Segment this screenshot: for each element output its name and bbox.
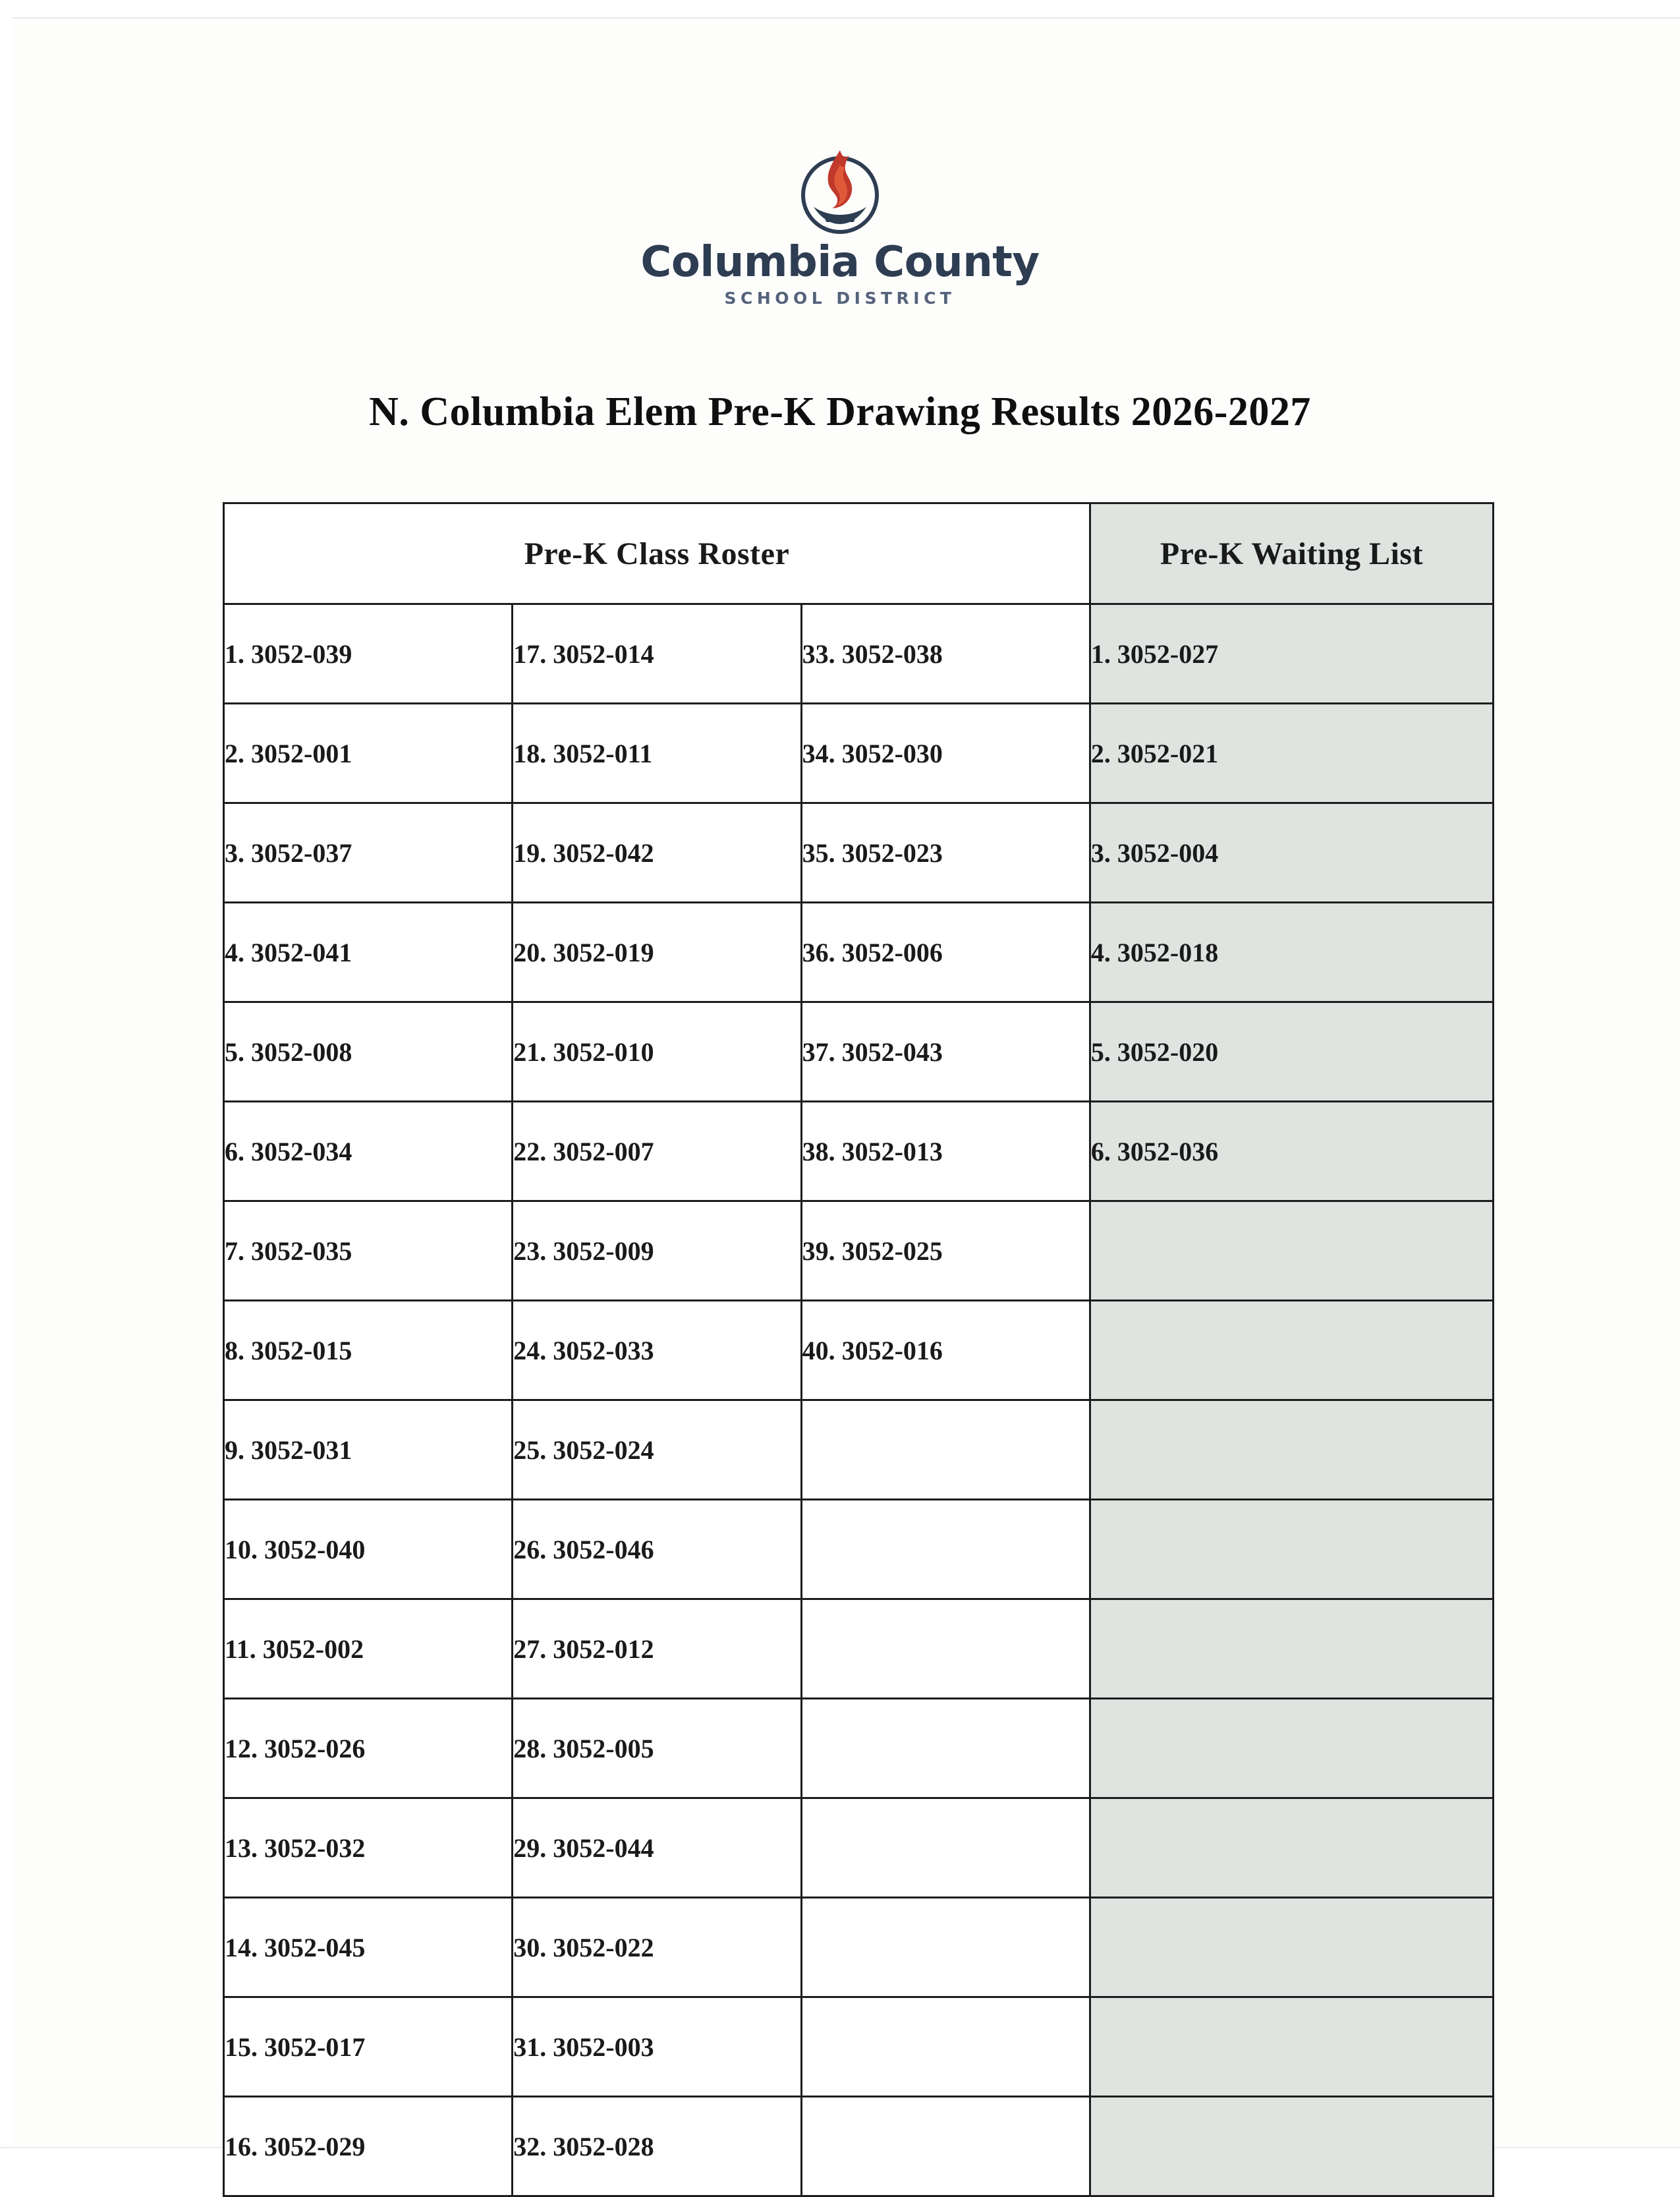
table-row <box>224 1301 1494 1400</box>
waiting-entry: 6. 3052-036 <box>1090 1102 1493 1201</box>
roster-entry: 18. 3052-011 <box>513 704 801 803</box>
scan-edge-top <box>0 0 1680 18</box>
roster-entry: 9. 3052-031 <box>224 1400 513 1500</box>
roster-entry: 15. 3052-017 <box>224 1997 513 2097</box>
roster-entry: 6. 3052-034 <box>224 1102 513 1201</box>
roster-entry: 36. 3052-006 <box>801 903 1090 1002</box>
roster-entry: 21. 3052-010 <box>513 1002 801 1102</box>
roster-entry: 40. 3052-016 <box>801 1301 1090 1400</box>
roster-entry: 20. 3052-019 <box>513 903 801 1002</box>
header-waiting-list: Pre-K Waiting List <box>1090 503 1493 604</box>
waiting-entry: 2. 3052-021 <box>1090 704 1493 803</box>
roster-entry: 34. 3052-030 <box>801 704 1090 803</box>
roster-entry-empty <box>801 1898 1090 1997</box>
page-title: N. Columbia Elem Pre-K Drawing Results 2026-2027 <box>369 389 1311 434</box>
waiting-entry-empty <box>1090 1301 1493 1400</box>
roster-entry: 35. 3052-023 <box>801 803 1090 903</box>
roster-entry: 25. 3052-024 <box>513 1400 801 1500</box>
waiting-entry-empty <box>1090 1500 1493 1599</box>
roster-entry: 31. 3052-003 <box>513 1997 801 2097</box>
roster-entry: 4. 3052-041 <box>224 903 513 1002</box>
roster-entry: 19. 3052-042 <box>513 803 801 903</box>
roster-entry: 32. 3052-028 <box>513 2097 801 2196</box>
roster-entry: 5. 3052-008 <box>224 1002 513 1102</box>
table-row <box>224 1102 1494 1201</box>
roster-entry: 27. 3052-012 <box>513 1599 801 1699</box>
table-row <box>224 1201 1494 1301</box>
roster-entry-empty <box>801 1599 1090 1699</box>
waiting-entry-empty <box>1090 1599 1493 1699</box>
waiting-entry-empty <box>1090 1400 1493 1500</box>
table-row <box>224 1699 1494 1798</box>
roster-entry-empty <box>801 1699 1090 1798</box>
table-row <box>224 1599 1494 1699</box>
roster-entry: 14. 3052-045 <box>224 1898 513 1997</box>
roster-entry: 23. 3052-009 <box>513 1201 801 1301</box>
roster-entry-empty <box>801 2097 1090 2196</box>
table-row <box>224 1997 1494 2097</box>
results-table-container <box>223 502 1494 2197</box>
drawing-results-table <box>223 502 1494 2197</box>
waiting-entry-empty <box>1090 2097 1493 2196</box>
table-row <box>224 604 1494 704</box>
roster-entry: 12. 3052-026 <box>224 1699 513 1798</box>
roster-entry: 33. 3052-038 <box>801 604 1090 704</box>
waiting-entry-empty <box>1090 1201 1493 1301</box>
roster-entry-empty <box>801 1500 1090 1599</box>
table-row <box>224 1002 1494 1102</box>
roster-entry: 26. 3052-046 <box>513 1500 801 1599</box>
waiting-entry-empty <box>1090 1997 1493 2097</box>
roster-entry: 16. 3052-029 <box>224 2097 513 2196</box>
roster-entry: 30. 3052-022 <box>513 1898 801 1997</box>
waiting-entry-empty <box>1090 1699 1493 1798</box>
table-row <box>224 704 1494 803</box>
roster-entry: 11. 3052-002 <box>224 1599 513 1699</box>
roster-entry: 13. 3052-032 <box>224 1798 513 1898</box>
roster-entry: 38. 3052-013 <box>801 1102 1090 1201</box>
flame-in-circle-logo-icon <box>797 138 883 237</box>
district-logo-block <box>0 138 1680 308</box>
table-row <box>224 803 1494 903</box>
roster-entry: 10. 3052-040 <box>224 1500 513 1599</box>
roster-entry: 37. 3052-043 <box>801 1002 1090 1102</box>
waiting-entry: 1. 3052-027 <box>1090 604 1493 704</box>
roster-entry-empty <box>801 1400 1090 1500</box>
waiting-entry: 5. 3052-020 <box>1090 1002 1493 1102</box>
table-row <box>224 1500 1494 1599</box>
header-class-roster: Pre-K Class Roster <box>224 503 1090 604</box>
roster-entry: 22. 3052-007 <box>513 1102 801 1201</box>
roster-entry: 2. 3052-001 <box>224 704 513 803</box>
waiting-entry: 4. 3052-018 <box>1090 903 1493 1002</box>
waiting-entry-empty <box>1090 1898 1493 1997</box>
roster-entry: 8. 3052-015 <box>224 1301 513 1400</box>
roster-entry: 29. 3052-044 <box>513 1798 801 1898</box>
table-row <box>224 1400 1494 1500</box>
district-subtitle: SCHOOL DISTRICT <box>724 289 956 308</box>
district-name: Columbia County <box>640 238 1040 287</box>
roster-entry: 24. 3052-033 <box>513 1301 801 1400</box>
table-row <box>224 1898 1494 1997</box>
roster-entry: 28. 3052-005 <box>513 1699 801 1798</box>
waiting-entry: 3. 3052-004 <box>1090 803 1493 903</box>
roster-entry: 3. 3052-037 <box>224 803 513 903</box>
table-row <box>224 1798 1494 1898</box>
roster-entry: 7. 3052-035 <box>224 1201 513 1301</box>
roster-entry: 17. 3052-014 <box>513 604 801 704</box>
roster-entry: 39. 3052-025 <box>801 1201 1090 1301</box>
waiting-entry-empty <box>1090 1798 1493 1898</box>
table-header-row <box>224 503 1494 604</box>
roster-entry-empty <box>801 1798 1090 1898</box>
roster-entry: 1. 3052-039 <box>224 604 513 704</box>
roster-entry-empty <box>801 1997 1090 2097</box>
table-row <box>224 903 1494 1002</box>
scan-edge-left <box>0 0 12 2175</box>
table-row <box>224 2097 1494 2196</box>
